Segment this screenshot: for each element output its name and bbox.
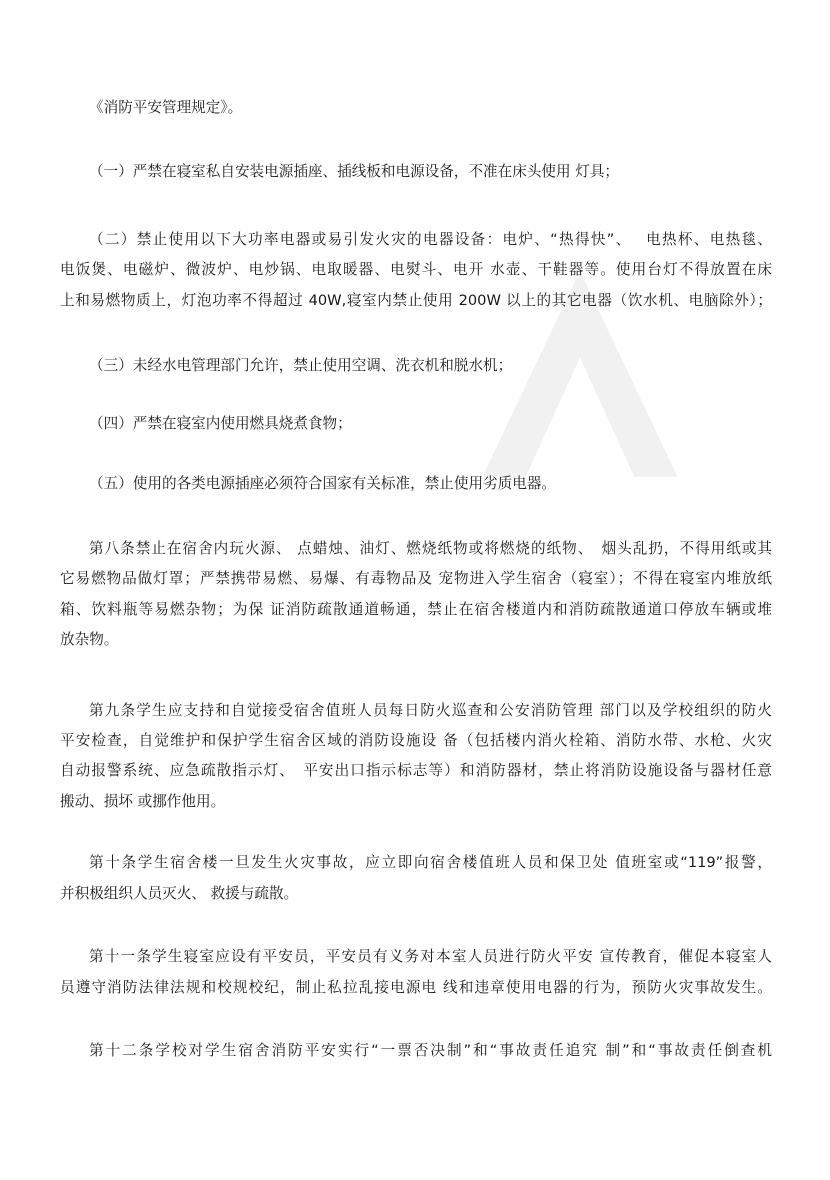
text-line: （二）禁止使用以下大功率电器或易引发火灾的电器设备：电炉、“热得快”、 电热杯、电热毯、 bbox=[89, 231, 772, 248]
text-line: 自动报警系统、应急疏散指示灯、 平安出口指示标志等）和消防器材，禁止将消防设施设备与器材任意 bbox=[60, 762, 772, 779]
text-line: 它易燃物品做灯罩；严禁携带易燃、易爆、有毒物品及 宠物进入学生宿舍（寝室）；不得在寝室内堆放纸 bbox=[60, 570, 772, 587]
text-line: 上和易燃物质上，灯泡功率不得超过 40W,寝室内禁止使用 200W 以上的其它电器（饮水机、电脑除外）； bbox=[60, 292, 772, 309]
text-line: 员遵守消防法律法规和校规校纪，制止私拉乱接电源电 线和违章使用电器的行为，预防火灾事故发生。 bbox=[60, 979, 772, 996]
text-line: （四）严禁在寝室内使用燃具烧煮食物； bbox=[89, 415, 352, 432]
text-line: 平安检查，自觉维护和保护学生宿舍区域的消防设施设 备（包括楼内消火栓箱、消防水带、水枪、火灾 bbox=[60, 732, 772, 749]
text-line: （三）未经水电管理部门允许，禁止使用空调、洗衣机和脱水机； bbox=[89, 357, 513, 374]
text-line: 电饭煲、电磁炉、微波炉、电炒锅、电取暖器、电熨斗、电开 水壶、干鞋器等。使用台灯不得放置在床 bbox=[60, 261, 772, 278]
text-line: 第八条禁止在宿舍内玩火源、 点蜡烛、油灯、燃烧纸物或将燃烧的纸物、 烟头乱扔，不得用纸或其 bbox=[89, 540, 772, 557]
text-line: （一）严禁在寝室私自安装电源插座、插线板和电源设备，不准在床头使用 灯具； bbox=[89, 163, 620, 180]
text-line: 第十二条学校对学生宿舍消防平安实行“一票否决制”和“事故责任追究 制”和“事故责任倒查机 bbox=[89, 1042, 772, 1059]
text-line: 放杂物。 bbox=[60, 631, 119, 648]
text-line: 搬动、损坏 或挪作他用。 bbox=[60, 793, 226, 810]
text-line: 并积极组织人员灭火、 救援与疏散。 bbox=[60, 885, 299, 902]
text-line: 第十一条学生寝室应设有平安员，平安员有义务对本室人员进行防火平安 宣传教育，催促本寝室人 bbox=[89, 948, 772, 965]
text-line: （五）使用的各类电源插座必须符合国家有关标准，禁止使用劣质电器。 bbox=[89, 475, 557, 492]
text-line: 第十条学生宿舍楼一旦发生火灾事故，应立即向宿舍楼值班人员和保卫处 值班室或“119”报警， bbox=[89, 854, 772, 871]
text-line: 《消防平安管理规定》。 bbox=[89, 99, 243, 116]
text-line: 箱、饮料瓶等易燃杂物；为保 证消防疏散通道畅通，禁止在宿舍楼道内和消防疏散通道口停放车辆或堆 bbox=[60, 601, 772, 618]
text-line: 第九条学生应支持和自觉接受宿舍值班人员每日防火巡查和公安消防管理 部门以及学校组织的防火 bbox=[89, 702, 772, 719]
